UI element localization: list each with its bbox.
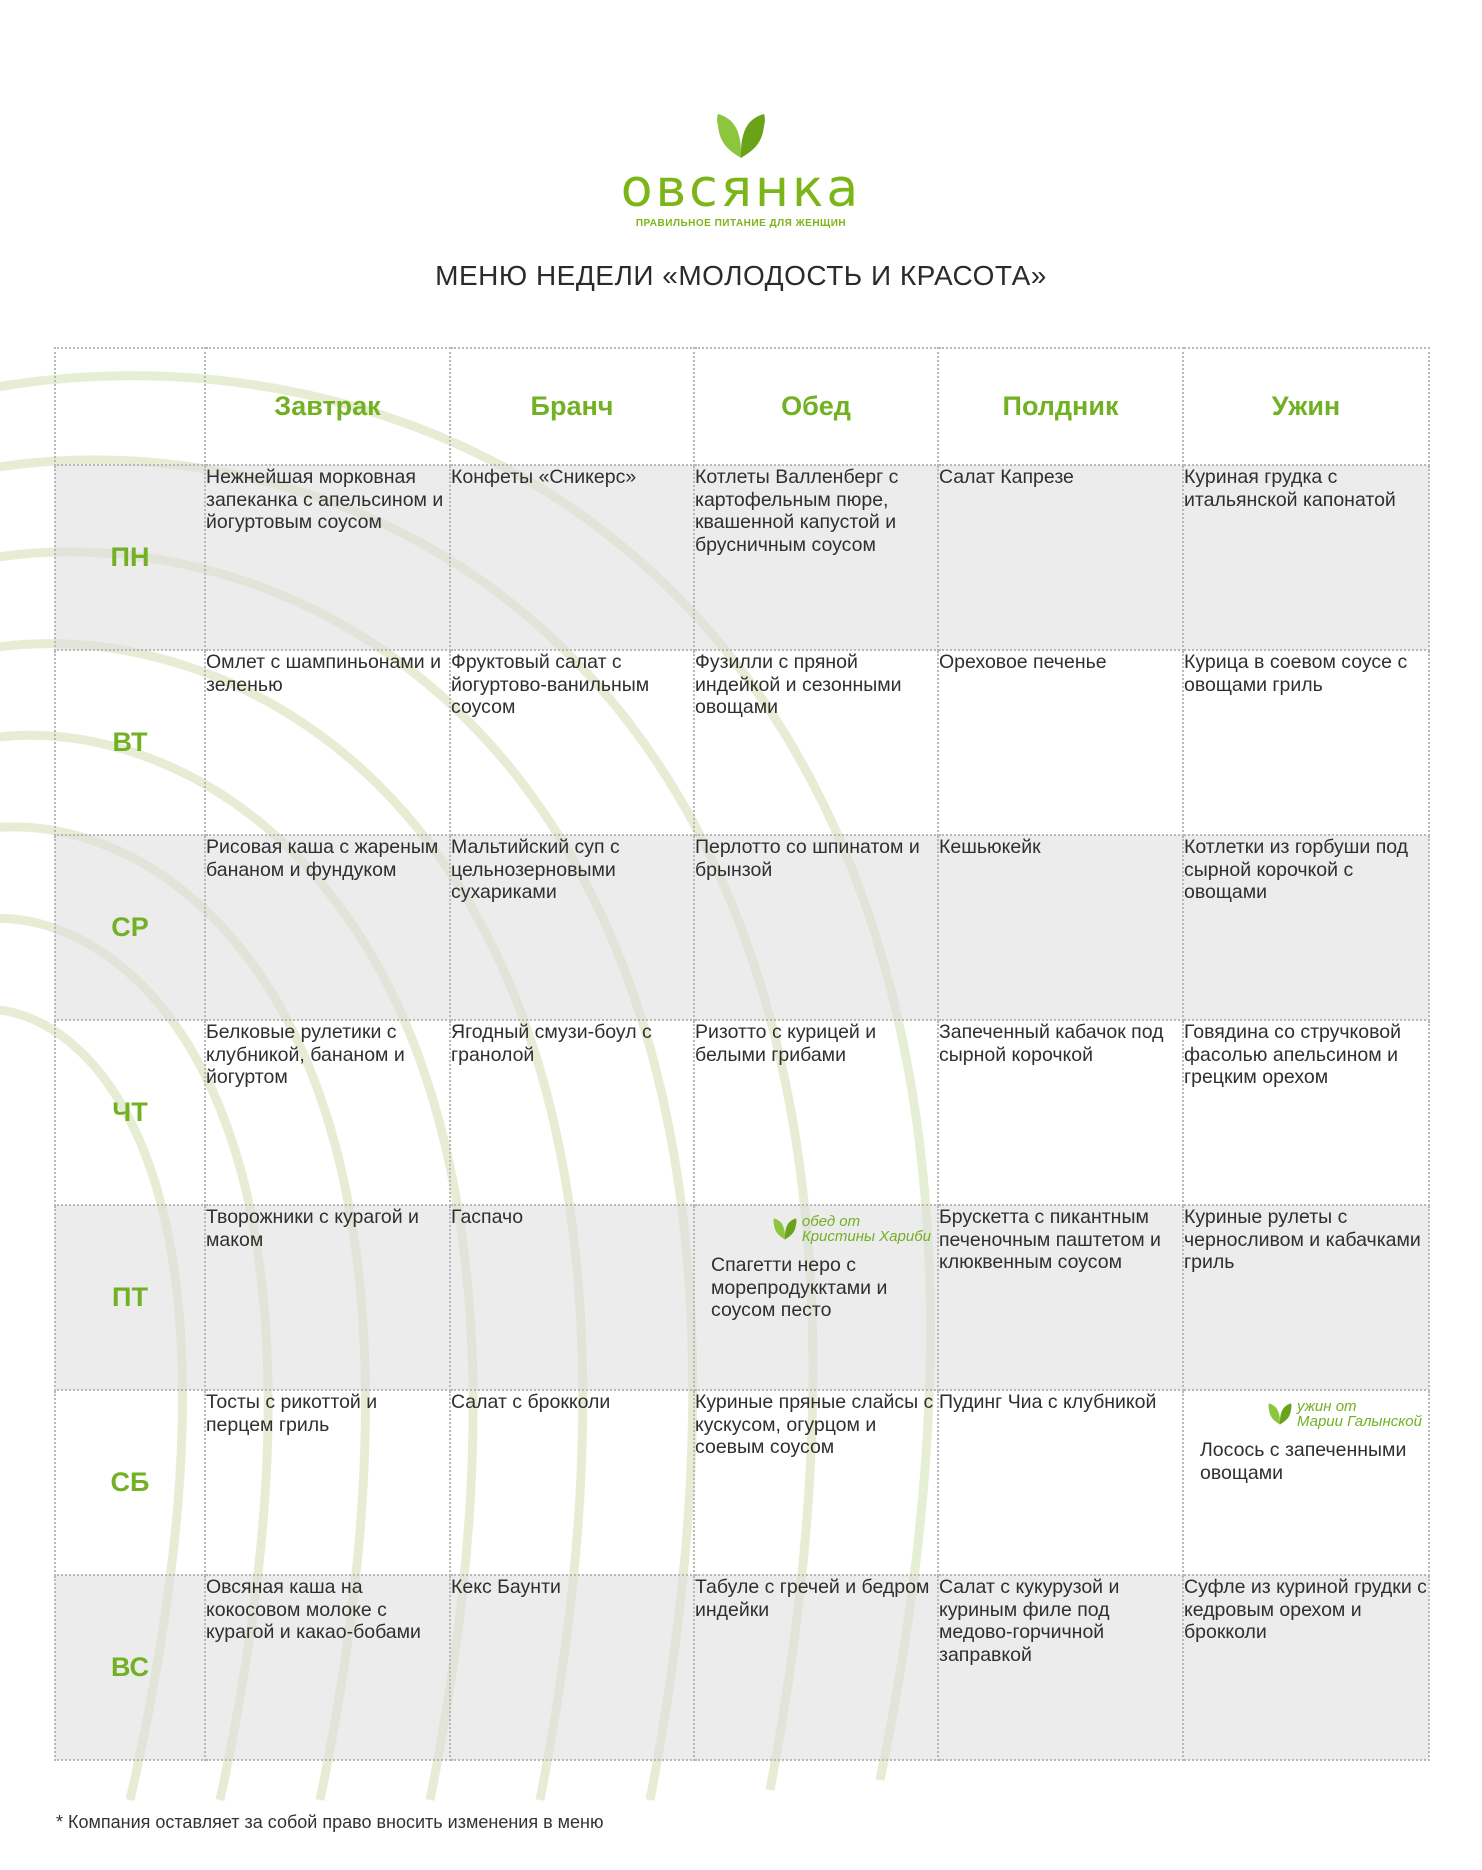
leaf-icon <box>1267 1402 1293 1426</box>
footer-disclaimer: * Компания оставляет за собой право вносить изменения в меню <box>56 1812 604 1832</box>
meal-cell: Запеченный кабачок под сырной корочкой <box>938 1020 1183 1205</box>
meal-cell-with-note <box>1183 1390 1429 1575</box>
day-label: ЧТ <box>55 1020 205 1205</box>
meal-cell: Перлотто со шпинатом и брынзой <box>694 835 938 1020</box>
page-title: МЕНЮ НЕДЕЛИ «МОЛОДОСТЬ И КРАСОТА» <box>435 260 1047 291</box>
meal-cell: Куриные пряные слайсы с кускусом, огурцом и соевым соусом <box>694 1390 938 1575</box>
meal-cell: Тосты с рикоттой и перцем гриль <box>205 1390 450 1575</box>
meal-cell: Брускетта с пикантным печеночным паштетом и клюквенным соусом <box>938 1205 1183 1390</box>
meal-cell: Ягодный смузи-боул с гранолой <box>450 1020 694 1205</box>
note-line1: ужин от <box>1296 1398 1357 1415</box>
table-row <box>55 1575 1429 1760</box>
meal-cell: Конфеты «Сникерс» <box>450 465 694 650</box>
meal-cell: Говядина со стручковой фасолью апельсином и грецким орехом <box>1183 1020 1429 1205</box>
meal-cell: Белковые рулетики с клубникой, бананом и йогуртом <box>205 1020 450 1205</box>
meal-cell: Кешьюкейк <box>938 835 1183 1020</box>
meal-cell: Курица в соевом соусе с овощами гриль <box>1183 650 1429 835</box>
table-row <box>55 465 1429 650</box>
note-line2: Кристины Хариби <box>801 1228 931 1245</box>
meal-text: Лосось с запеченными овощами <box>1200 1439 1407 1484</box>
table-row <box>55 650 1429 835</box>
column-header: Бранч <box>450 348 694 465</box>
leaf-logo-icon <box>714 112 768 160</box>
meal-cell: Кекс Баунти <box>450 1575 694 1760</box>
meal-cell: Нежнейшая морковная запеканка с апельсином и йогуртовым соусом <box>205 465 450 650</box>
meal-cell: Куриные рулеты с черносливом и кабачками гриль <box>1183 1205 1429 1390</box>
day-label: ВС <box>55 1575 205 1760</box>
day-label: СР <box>55 835 205 1020</box>
table-row <box>55 1020 1429 1205</box>
table-row <box>55 1205 1429 1390</box>
meal-cell: Котлетки из горбуши под сырной корочкой с овощами <box>1183 835 1429 1020</box>
corner-cell <box>55 348 205 465</box>
table-row <box>55 1390 1429 1575</box>
meal-cell: Суфле из куриной грудки с кедровым орехом и брокколи <box>1183 1575 1429 1760</box>
brand-name: овсянка <box>620 159 862 219</box>
day-label: ПТ <box>55 1205 205 1390</box>
table-header-row <box>55 348 1429 465</box>
meal-cell-with-note <box>694 1205 938 1390</box>
meal-cell: Ризотто с курицей и белыми грибами <box>694 1020 938 1205</box>
meal-cell: Мальтийский суп с цельнозерновыми сухариками <box>450 835 694 1020</box>
brand-tagline: ПРАВИЛЬНОЕ ПИТАНИЕ ДЛЯ ЖЕНЩИН <box>635 218 847 229</box>
meal-cell: Овсяная каша на кокосовом молоке с курагой и какао-бобами <box>205 1575 450 1760</box>
meal-cell: Куриная грудка с итальянской капонатой <box>1183 465 1429 650</box>
meal-cell: Рисовая каша с жареным бананом и фундуком <box>205 835 450 1020</box>
meal-cell: Гаспачо <box>450 1205 694 1390</box>
column-header: Обед <box>694 348 938 465</box>
column-header: Полдник <box>938 348 1183 465</box>
meal-cell: Омлет с шампиньонами и зеленью <box>205 650 450 835</box>
column-header: Ужин <box>1183 348 1429 465</box>
meal-cell: Ореховое печенье <box>938 650 1183 835</box>
day-label: СБ <box>55 1390 205 1575</box>
day-label: ВТ <box>55 650 205 835</box>
day-label: ПН <box>55 465 205 650</box>
note-line2: Марии Галынской <box>1296 1413 1422 1430</box>
weekly-menu-table <box>54 347 1430 1761</box>
column-header: Завтрак <box>205 348 450 465</box>
meal-text: Спагетти неро с морепродукктами и соусом песто <box>711 1254 888 1321</box>
meal-cell: Салат с кукурузой и куриным филе под медово-горчичной заправкой <box>938 1575 1183 1760</box>
meal-cell: Салат Капрезе <box>938 465 1183 650</box>
meal-cell: Табуле с гречей и бедром индейки <box>694 1575 938 1760</box>
meal-cell: Пудинг Чиа с клубникой <box>938 1390 1183 1575</box>
table-row <box>55 835 1429 1020</box>
note-line1: обед от <box>801 1213 861 1230</box>
leaf-icon <box>772 1217 798 1241</box>
meal-cell: Фруктовый салат с йогуртово-ванильным соусом <box>450 650 694 835</box>
meal-cell: Творожники с курагой и маком <box>205 1205 450 1390</box>
brand-logo <box>0 112 1482 229</box>
meal-cell: Салат с брокколи <box>450 1390 694 1575</box>
meal-cell: Котлеты Валленберг с картофельным пюре, квашенной капустой и брусничным соусом <box>694 465 938 650</box>
meal-cell: Фузилли с пряной индейкой и сезонными овощами <box>694 650 938 835</box>
